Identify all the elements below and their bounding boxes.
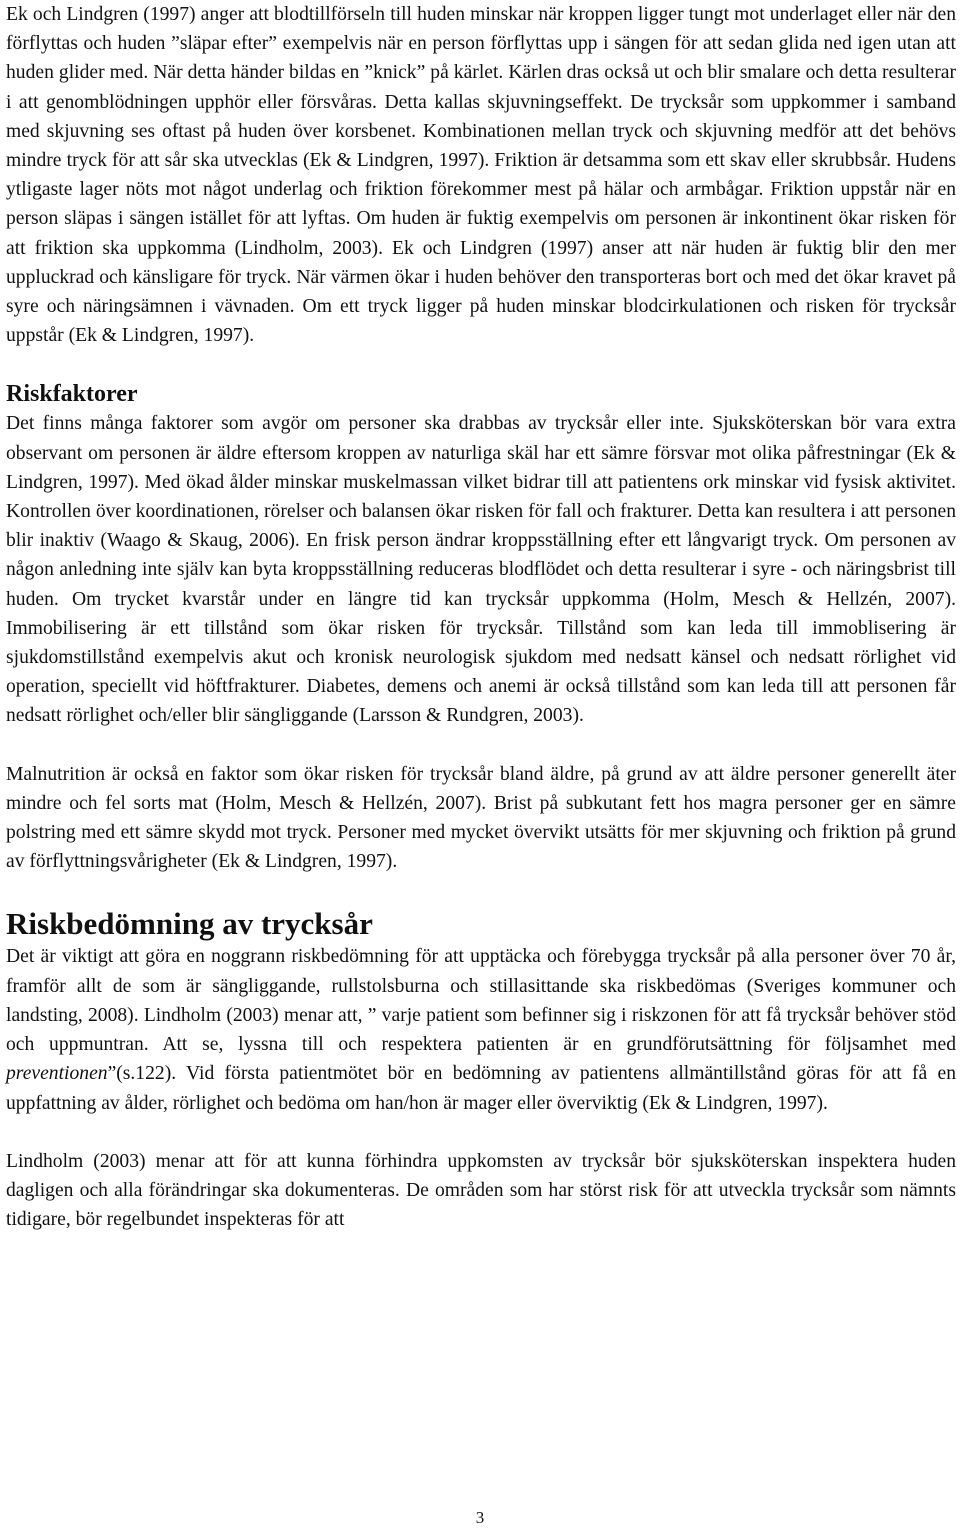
paragraph-malnutrition: Malnutrition är också en faktor som ökar risken för trycksår bland äldre, på grund av att äldre personer generellt äter mindre och fel sorts mat (Holm, Mesch & Hellzén, 2007). Brist på subkutant fett hos magra personer ger en sämre polstring med ett sämre skydd mot tryck. Personer med mycket övervikt utsätts för mer skjuvning och friktion på grund av förflyttningsvårigheter (Ek & Lindgren, 1997). [6, 763, 956, 873]
paragraph-riskbedomning-part-a: Det är viktigt att göra en noggrann riskbedömning för att upptäcka och förebygga trycksår på alla personer över 70 år, framför allt de som är sängliggande, rullstolsburna och stillasittande ska riskbedömas (Sveriges kommuner och landsting, 2008). Lindholm (2003) menar att, ” varje patient som befinner sig i riskzonen för att få trycksår behöver stöd och uppmuntran. Att se, lyssna till och respektera patienten är en grundförutsättning för följsamhet med [6, 946, 956, 1056]
page-number: 3 [475, 1508, 485, 1527]
paragraph-riskbedomning-emphasis: preventionen [6, 1063, 108, 1085]
paragraph-riskbedomning-part-b: ”(s.122). Vid första patientmötet bör en bedömning av patientens allmäntillstånd göras för att få en uppfattning av ålder, rörlighet och bedöma om han/hon är mager eller överviktig (Ek & Lindgren, 1997). [6, 1063, 956, 1114]
document-page [6, 0, 956, 1234]
paragraph-inspektion: Lindholm (2003) menar att för att kunna förhindra uppkomsten av trycksår bör sjuksköterskan inspektera huden dagligen och alla förändringar ska dokumenteras. De områden som har störst risk för att utveckla trycksår som nämnts tidigare, bör regelbundet inspekteras för att [6, 1150, 956, 1231]
paragraph-riskbedomning [6, 942, 956, 1117]
heading-riskfaktorer: Riskfaktorer [6, 381, 138, 408]
heading-riskbedomning: Riskbedömning av trycksår [6, 906, 373, 942]
paragraph-skjuvning: Ek och Lindgren (1997) anger att blodtillförseln till huden minskar när kroppen ligger tungt mot underlaget eller när den förflyttas och huden ”släpar efter” exempelvis när en person förflyttas upp i sängen för att sedan glida ned igen utan att huden glider med. När detta händer bildas en ”knick” på kärlet. Kärlen dras också ut och blir smalare och detta resulterar i att genomblödningen upphör eller försvåras. Detta kallas skjuvningseffekt. De trycksår som uppkommer i samband med skjuvning ses oftast på huden över korsbenet. Kombinationen mellan tryck och skjuvning medför att det behövs mindre tryck för att sår ska utvecklas (Ek & Lindgren, 1997). Friktion är detsamma som ett skav eller skrubbsår. Hudens ytligaste lager nöts mot något underlag och friktion förekommer mest på hälar och armbågar. Friktion uppstår när en person släpas i sängen istället för att lyftas. Om huden är fuktig exempelvis om personen är inkontinent ökar risken för att friktion ska uppkomma (Lindholm, 2003). Ek och Lindgren (1997) anser att när huden är fuktig blir den mer uppluckrad och känsligare för tryck. När värmen ökar i huden behöver den transporteras bort och med det ökar kravet på syre och näringsämnen i vävnaden. Om ett tryck ligger på huden minskar blodcirkulationen och risken för trycksår uppstår (Ek & Lindgren, 1997). [6, 4, 956, 347]
paragraph-riskfaktorer: Det finns många faktorer som avgör om personer ska drabbas av trycksår eller inte. Sjuksköterskan bör vara extra observant om personen är äldre eftersom kroppen av naturliga skäl har ett sämre försvar mot olika påfrestningar (Ek & Lindgren, 1997). Med ökad ålder minskar muskelmassan vilket bidrar till att patientens ork minskar vid fysisk aktivitet. Kontrollen över koordinationen, rörelser och balansen ökar risken för fall och frakturer. Detta kan resultera i att personen blir inaktiv (Waago & Skaug, 2006). En frisk person ändrar kroppsställning efter ett långvarigt tryck. Om personen av någon anledning inte själv kan byta kroppsställning reduceras blodflödet och detta resulterar i syre - och näringsbrist till huden. Om trycket kvarstår under en längre tid kan trycksår uppkomma (Holm, Mesch & Hellzén, 2007). Immobilisering är ett tillstånd som ökar risken för trycksår. Tillstånd som kan leda till immoblisering är sjukdomstillstånd exempelvis akut och kronisk neurologisk sjukdom med nedsatt känsel och nedsatt rörlighet vid operation, speciellt vid höftfrakturer. Diabetes, demens och anemi är också tillstånd som kan leda till att personen får nedsatt rörlighet och/eller blir sängliggande (Larsson & Rundgren, 2003). [6, 413, 956, 727]
